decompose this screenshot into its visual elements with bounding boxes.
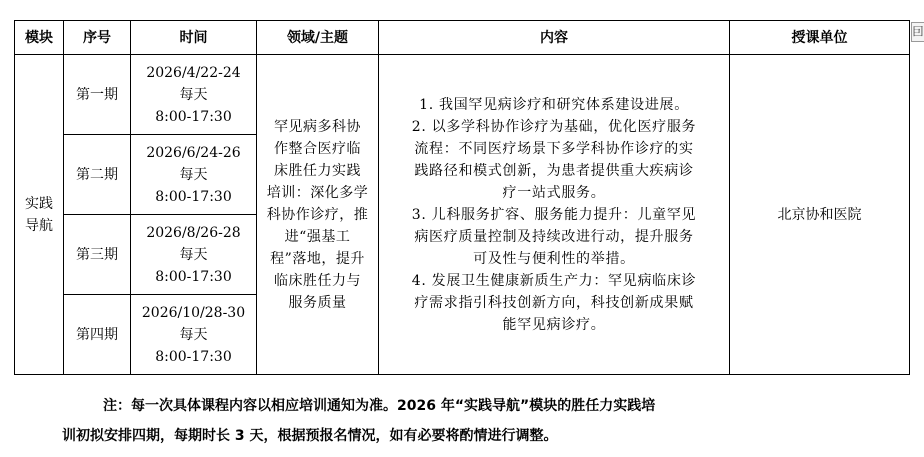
content-line: 3. 儿科服务扩容、服务能力提升：儿童罕见 <box>411 206 697 223</box>
domain-line: 罕见病多科协 <box>274 118 361 135</box>
content-line: 疗一站式服务。 <box>502 184 606 201</box>
content-line: 1. 我国罕见病诊疗和研究体系建设进展。 <box>419 96 689 113</box>
content-line: 病医疗质量控制及持续改进行动，提升服务 <box>414 228 694 245</box>
module-line: 实践 <box>25 195 53 212</box>
time-hours: 8:00-17:30 <box>155 188 232 205</box>
time-freq: 每天 <box>179 86 208 103</box>
time-hours: 8:00-17:30 <box>155 348 232 365</box>
domain-line: 科协作诊疗，推 <box>266 206 369 223</box>
domain-line: 程”落地，提升 <box>270 250 365 267</box>
domain-line: 临床胜任力与 <box>274 272 361 289</box>
time-dates: 2026/6/24-26 <box>146 144 241 161</box>
header-number: 序号 <box>64 21 131 55</box>
header-unit: 授课单位 <box>730 21 910 55</box>
time-freq: 每天 <box>179 326 208 343</box>
content-line: 可及性与便利性的举措。 <box>473 250 635 267</box>
header-row <box>15 21 910 55</box>
note-line-1: 注：每一次具体课程内容以相应培训通知为准。2026 年“实践导航”模块的胜任力实践培 <box>103 398 656 414</box>
note-line-2: 训初拟安排四期，每期时长 3 天，根据预报名情况，如有必要将酌情进行调整。 <box>62 428 558 444</box>
module-line: 导航 <box>25 217 53 234</box>
module-cell <box>15 55 64 375</box>
time-dates: 2026/8/26-28 <box>146 224 241 241</box>
content-line: 流程：不同医疗场景下多学科协作诊疗的实 <box>414 140 694 157</box>
domain-cell <box>257 55 379 375</box>
period-time <box>131 295 257 375</box>
period-label: 第四期 <box>64 295 131 375</box>
domain-line: 进“强基工 <box>284 228 351 245</box>
content-line: 践路径和模式创新，为患者提供重大疾病诊 <box>414 162 694 179</box>
content-line: 4. 发展卫生健康新质生产力：罕见病临床诊 <box>411 272 697 289</box>
period-time <box>131 215 257 295</box>
header-domain: 领域/主题 <box>257 21 379 55</box>
domain-line: 床胜任力实践 <box>274 162 361 179</box>
schedule-table <box>14 20 910 375</box>
period-label: 第三期 <box>64 215 131 295</box>
content-line: 疗需求指引科技创新方向，科技创新成果赋 <box>414 294 694 311</box>
domain-line: 作整合医疗临 <box>274 140 361 157</box>
header-module: 模块 <box>15 21 64 55</box>
content-line: 能罕见病诊疗。 <box>502 316 606 333</box>
time-dates: 2026/4/22-24 <box>146 64 241 81</box>
period-label: 第一期 <box>64 55 131 135</box>
content-line: 2. 以多学科协作诊疗为基础，优化医疗服务 <box>411 118 697 135</box>
time-dates: 2026/10/28-30 <box>141 304 246 321</box>
period-time <box>131 55 257 135</box>
period-label: 第二期 <box>64 135 131 215</box>
period-time <box>131 135 257 215</box>
domain-line: 服务质量 <box>288 294 347 311</box>
header-content: 内容 <box>379 21 730 55</box>
content-cell <box>379 55 730 375</box>
table-row <box>15 55 910 135</box>
time-freq: 每天 <box>179 246 208 263</box>
unit-cell: 北京协和医院 <box>730 55 910 375</box>
domain-line: 培训：深化多学 <box>266 184 369 201</box>
time-hours: 8:00-17:30 <box>155 268 232 285</box>
header-time: 时间 <box>131 21 257 55</box>
time-freq: 每天 <box>179 166 208 183</box>
side-tab-icon[interactable]: 囙 <box>911 22 924 42</box>
time-hours: 8:00-17:30 <box>155 108 232 125</box>
